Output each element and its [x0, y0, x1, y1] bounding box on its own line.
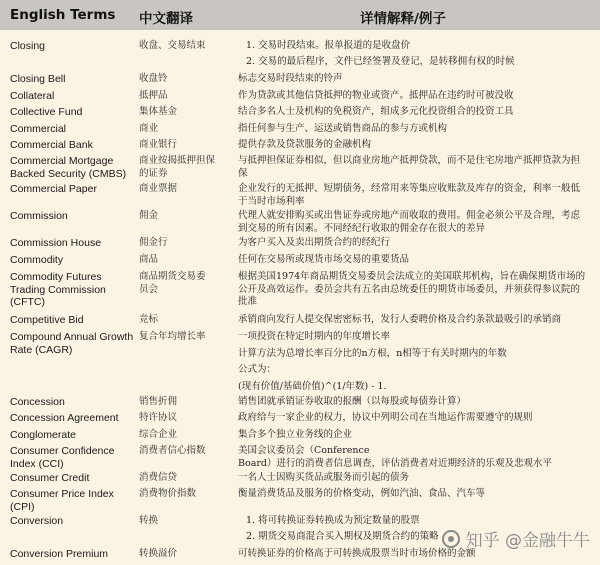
term-details [238, 155, 594, 180]
chinese-translation-line: 收盘铃 [139, 73, 168, 84]
term-details-line: 政府给与一家企业的权力，协议中列明公司在当地运作需要遵守的规则 [238, 412, 533, 423]
chinese-translation [139, 314, 231, 327]
chinese-translation-line: 员会 [139, 283, 159, 295]
english-term [10, 515, 136, 528]
english-term [10, 412, 136, 425]
chinese-translation [139, 412, 231, 425]
term-details-line: 任何在交易所或现货市场交易的重要货品 [238, 254, 410, 265]
term-details [238, 488, 594, 501]
term-details-line: 为客户买入及卖出期货合约的经纪行 [238, 237, 391, 248]
term-details [238, 445, 594, 470]
chinese-translation [139, 445, 231, 458]
term-details-line: 于当时市场利率 [238, 195, 305, 207]
term-details-line: 1. 交易时段结束。报单报道的是收盘价 [246, 40, 411, 51]
english-term [10, 90, 136, 103]
chinese-translation-line: 复合年均增长率 [139, 331, 206, 342]
chinese-translation [139, 123, 231, 136]
term-details-line: 公开及高效运作。委员会共有五名由总统委任的期货市场委员，并须获得参议院的 [238, 283, 581, 295]
english-term [10, 210, 136, 223]
term-details-line: 2. 交易的最后程序，文件已经签署及登记，是转移拥有权的时候 [246, 55, 515, 67]
term-details-line: 结合多名人士及机构的免税资产，组成多元化投资组合的投资工具 [238, 106, 514, 117]
column-header-chinese: 中文翻译 [139, 11, 193, 27]
term-details-line: 美国会议委员会（Conference [238, 445, 370, 456]
english-term [10, 331, 136, 356]
chinese-translation-line: 消费者信心指数 [139, 445, 206, 456]
english-term [10, 237, 136, 250]
term-details-line: 企业发行的无抵押、短期债务，经常用来等集应收账款及库存的资金，利率一般低 [238, 183, 581, 194]
english-term-line: Competitive Bid [10, 314, 84, 326]
english-term [10, 548, 136, 561]
term-details [238, 90, 594, 103]
chinese-translation [139, 515, 231, 528]
english-term-line: (CFTC) [10, 296, 45, 308]
chinese-translation-line: 销售折佣 [139, 396, 178, 407]
term-details-line: 可转换证券的价格高于可转换成股票当时市场价格的金额 [238, 548, 476, 559]
english-term-line: Backed Security (CMBS) [10, 167, 127, 180]
term-details [238, 396, 594, 409]
term-details-line: 1. 将可转换证券转换成为预定数量的股票 [246, 515, 420, 526]
chinese-translation-line: 集体基金 [139, 106, 178, 117]
term-details-line: 标志交易时段结束的铃声 [238, 73, 343, 84]
english-term-line: Concession Agreement [10, 412, 119, 424]
chinese-translation-line: 转换溢价 [139, 548, 178, 559]
chinese-translation-line: 抵押品 [139, 90, 168, 101]
english-term [10, 139, 136, 152]
term-details-line: 计算方法为总增长率百分比的n方根，n相等于有关时期内的年数 [238, 347, 507, 359]
chinese-translation [139, 139, 231, 152]
term-details [238, 139, 594, 152]
term-details-line: 销售团就承销证券收取的报酬（以每股或每债券计算） [238, 396, 467, 407]
term-details [238, 254, 594, 267]
watermark-text: 知乎 @金融牛牛 [465, 531, 590, 551]
column-header-english: English Terms [10, 7, 116, 23]
english-term-line: Commercial [10, 123, 67, 135]
term-details-line: 作为贷款或其他信贷抵押的物业或资产。抵押品在违约时可被没收 [238, 90, 514, 101]
chinese-translation [139, 548, 231, 561]
english-term-line: Conversion [10, 515, 64, 527]
term-details-line: 根据美国1974年商品期货交易委员会法成立的美国联邦机构，旨在确保期货市场的 [238, 271, 586, 282]
term-details-line: 一项投资在特定时期内的年度增长率 [238, 331, 391, 342]
table-header [0, 0, 600, 30]
chinese-translation-line: 综合企业 [139, 429, 178, 440]
term-details-line: (现有价值/基础价值)^(1/年数) - 1. [238, 380, 387, 392]
term-details-line: 与抵押担保证券相似，但以商业房地产抵押贷款，而不是住宅房地产抵押贷款为担 [238, 155, 581, 166]
term-details [238, 271, 594, 309]
term-details [238, 183, 594, 208]
chinese-translation [139, 183, 231, 196]
chinese-translation [139, 155, 231, 180]
english-term [10, 445, 136, 470]
term-details-line: 到交易的所有因素。不同经纪行收取的佣金存在很大的差异 [238, 222, 486, 234]
term-details-line: 2. 期货交易商混合买入期权及期货合约的策略 [246, 530, 439, 542]
chinese-translation-line: 消费物价指数 [139, 488, 197, 499]
english-term [10, 123, 136, 136]
english-term [10, 488, 136, 513]
english-term-line: Consumer Credit [10, 472, 90, 484]
english-term [10, 472, 136, 485]
english-term [10, 155, 136, 180]
column-header-details: 详情解释/例子 [360, 11, 446, 27]
chinese-translation-line: 商业银行 [139, 139, 178, 150]
term-details [238, 73, 594, 86]
english-term-line: Commodity [10, 254, 64, 266]
english-term-line: Conversion Premium [10, 548, 109, 560]
english-term-line: Consumer Confidence [10, 445, 115, 457]
term-details-line: 一名人士因购买货品或服务而引起的债务 [238, 472, 410, 483]
english-term-line: Consumer Price Index [10, 488, 114, 500]
english-term [10, 40, 136, 53]
term-details [238, 210, 594, 235]
term-details [238, 331, 594, 397]
english-term-line: Closing [10, 40, 46, 52]
english-term-line: Commercial Paper [10, 183, 97, 195]
english-term-line: Commercial Bank [10, 139, 93, 151]
english-term-line: Concession [10, 396, 65, 408]
chinese-translation-line: 商品 [139, 254, 159, 265]
chinese-translation-line: 佣金 [139, 210, 159, 221]
chinese-translation-line: 消费信贷 [139, 472, 178, 483]
chinese-translation [139, 210, 231, 223]
english-term-line: Closing Bell [10, 73, 66, 85]
chinese-translation [139, 396, 231, 409]
english-term-line: Collective Fund [10, 106, 83, 118]
english-term-line: Conglomerate [10, 429, 76, 441]
english-term-line: Commission [10, 210, 68, 222]
term-details-line: 批准 [238, 296, 258, 307]
term-details-line: 提供存款及贷款服务的金融机构 [238, 139, 372, 150]
chinese-translation [139, 429, 231, 442]
english-term-line: Index (CCI) [10, 457, 64, 470]
term-details-line: 衡量消费货品及服务的价格变动，例如汽油、食品、汽车等 [238, 488, 486, 499]
chinese-translation [139, 40, 231, 53]
english-term-line: Commission House [10, 237, 102, 249]
zhihu-logo-icon [442, 530, 460, 548]
term-details [238, 40, 594, 71]
watermark [442, 526, 590, 551]
term-details [238, 314, 594, 327]
chinese-translation-line: 商业票据 [139, 183, 178, 194]
term-details [238, 123, 594, 136]
chinese-translation [139, 73, 231, 86]
chinese-translation [139, 488, 231, 501]
english-term-line: (CPI) [10, 500, 35, 513]
chinese-translation-line: 转换 [139, 515, 159, 526]
chinese-translation [139, 472, 231, 485]
english-term [10, 314, 136, 327]
chinese-translation-line: 佣金行 [139, 237, 168, 248]
chinese-translation-line: 商品期货交易委 [139, 271, 206, 282]
chinese-translation [139, 237, 231, 250]
english-term [10, 429, 136, 442]
chinese-translation-line: 商业 [139, 123, 159, 134]
chinese-translation-line: 竞标 [139, 314, 159, 325]
english-term [10, 396, 136, 409]
chinese-translation-line: 商业按揭抵押担保 [139, 155, 216, 166]
english-term-line: Rate (CAGR) [10, 343, 73, 356]
term-details [238, 106, 594, 119]
term-details-line: 承销商向发行人提交保密密标书，发行人委聘价格及合约条款最吸引的承销商 [238, 314, 562, 325]
chinese-translation-line: 特许协议 [139, 412, 178, 423]
term-details [238, 429, 594, 442]
chinese-translation [139, 106, 231, 119]
english-term-line: Commodity Futures [10, 271, 102, 283]
english-term-line: Compound Annual Growth [10, 331, 134, 343]
term-details-line: Board）进行的消费者信息调查，评估消费者对近期经济的乐观及悲观水平 [238, 457, 552, 469]
english-term-line: Commercial Mortgage [10, 155, 114, 167]
term-details-line: 指任何参与生产、运送或销售商品的参与方或机构 [238, 123, 448, 134]
term-details [238, 237, 594, 250]
term-details-line: 代理人就安排购买或出售证券或房地产而收取的费用。佣金必须公平及合理，考虑 [238, 210, 581, 221]
chinese-translation [139, 331, 231, 344]
term-details [238, 412, 594, 425]
english-term [10, 271, 136, 309]
chinese-translation [139, 254, 231, 267]
english-term [10, 73, 136, 86]
term-details-line: 公式为： [238, 364, 277, 375]
english-term-line: Collateral [10, 90, 55, 102]
chinese-translation-line: 的证券 [139, 167, 168, 179]
english-term [10, 183, 136, 196]
chinese-translation [139, 271, 231, 296]
term-details-line: 保 [238, 167, 248, 179]
english-term [10, 254, 136, 267]
english-term-line: Trading Commission [10, 283, 106, 296]
english-term [10, 106, 136, 119]
term-details-line: 集合多个独立业务线的企业 [238, 429, 353, 440]
chinese-translation-line: 收盘、交易结束 [139, 40, 206, 51]
term-details [238, 472, 594, 485]
chinese-translation [139, 90, 231, 103]
